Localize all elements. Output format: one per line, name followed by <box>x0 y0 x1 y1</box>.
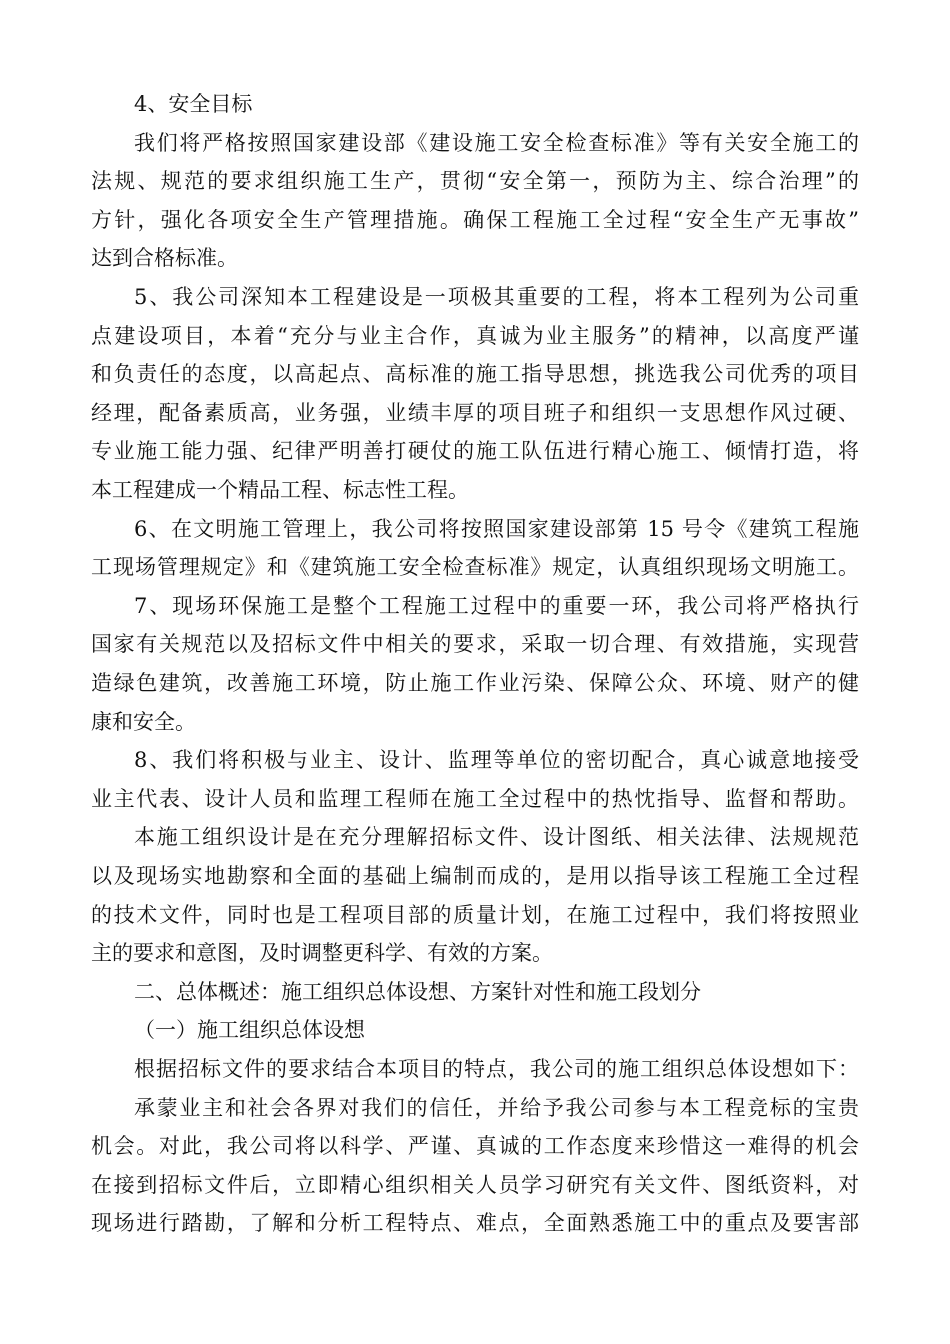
text-line: 本施工组织设计是在充分理解招标文件、设计图纸、相关法律、法规规范 <box>134 825 859 849</box>
text-line: 机会。对此，我公司将以科学、严谨、真诚的工作态度来珍惜这一难得的机会 <box>91 1134 859 1158</box>
text-line: 达到合格标准。 <box>91 246 238 270</box>
text-line: 根据招标文件的要求结合本项目的特点，我公司的施工组织总体设想如下： <box>134 1057 859 1081</box>
text-line: 8、我们将积极与业主、设计、监理等单位的密切配合，真心诚意地接受 <box>134 748 859 772</box>
text-line: 在接到招标文件后，立即精心组织相关人员学习研究有关文件、图纸资料，对 <box>91 1173 859 1197</box>
text-line: 5、我公司深知本工程建设是一项极其重要的工程，将本工程列为公司重 <box>134 285 859 309</box>
text-line: 4、安全目标 <box>134 92 253 116</box>
text-line: 业主代表、设计人员和监理工程师在施工全过程中的热忱指导、监督和帮助。 <box>91 787 859 811</box>
text-line: 本工程建成一个精品工程、标志性工程。 <box>91 478 469 502</box>
text-line: （一）施工组织总体设想 <box>134 1018 365 1042</box>
text-line: 国家有关规范以及招标文件中相关的要求，采取一切合理、有效措施，实现营 <box>91 632 859 656</box>
text-line: 6、在文明施工管理上，我公司将按照国家建设部第 15 号令《建筑工程施 <box>134 517 859 541</box>
text-line: 法规、规范的要求组织施工生产，贯彻“安全第一，预防为主、综合治理”的 <box>91 169 859 193</box>
text-line: 和负责任的态度，以高起点、高标准的施工指导思想，挑选我公司优秀的项目 <box>91 362 859 386</box>
text-line: 造绿色建筑，改善施工环境，防止施工作业污染、保障公众、环境、财产的健 <box>91 671 859 695</box>
text-line: 经理，配备素质高，业务强，业绩丰厚的项目班子和组织一支思想作风过硬、 <box>91 401 859 425</box>
text-line: 方针，强化各项安全生产管理措施。确保工程施工全过程“安全生产无事故” <box>91 208 859 232</box>
text-line: 现场进行踏勘，了解和分析工程特点、难点，全面熟悉施工中的重点及要害部 <box>91 1211 859 1235</box>
text-line: 7、现场环保施工是整个工程施工过程中的重要一环，我公司将严格执行 <box>134 594 859 618</box>
text-line: 专业施工能力强、纪律严明善打硬仗的施工队伍进行精心施工、倾情打造，将 <box>91 439 859 463</box>
text-line: 以及现场实地勘察和全面的基础上编制而成的，是用以指导该工程施工全过程 <box>91 864 859 888</box>
text-line: 的技术文件，同时也是工程项目部的质量计划，在施工过程中，我们将按照业 <box>91 903 859 927</box>
text-line: 康和安全。 <box>91 710 196 734</box>
text-line: 我们将严格按照国家建设部《建设施工安全检查标准》等有关安全施工的 <box>134 131 859 155</box>
text-line: 点建设项目，本着“充分与业主合作，真诚为业主服务”的精神，以高度严谨 <box>91 324 859 348</box>
text-line: 主的要求和意图，及时调整更科学、有效的方案。 <box>91 941 553 965</box>
text-line: 承蒙业主和社会各界对我们的信任，并给予我公司参与本工程竞标的宝贵 <box>134 1096 859 1120</box>
text-line: 二、总体概述：施工组织总体设想、方案针对性和施工段划分 <box>134 980 701 1004</box>
text-line: 工现场管理规定》和《建筑施工安全检查标准》规定，认真组织现场文明施工。 <box>91 555 859 579</box>
